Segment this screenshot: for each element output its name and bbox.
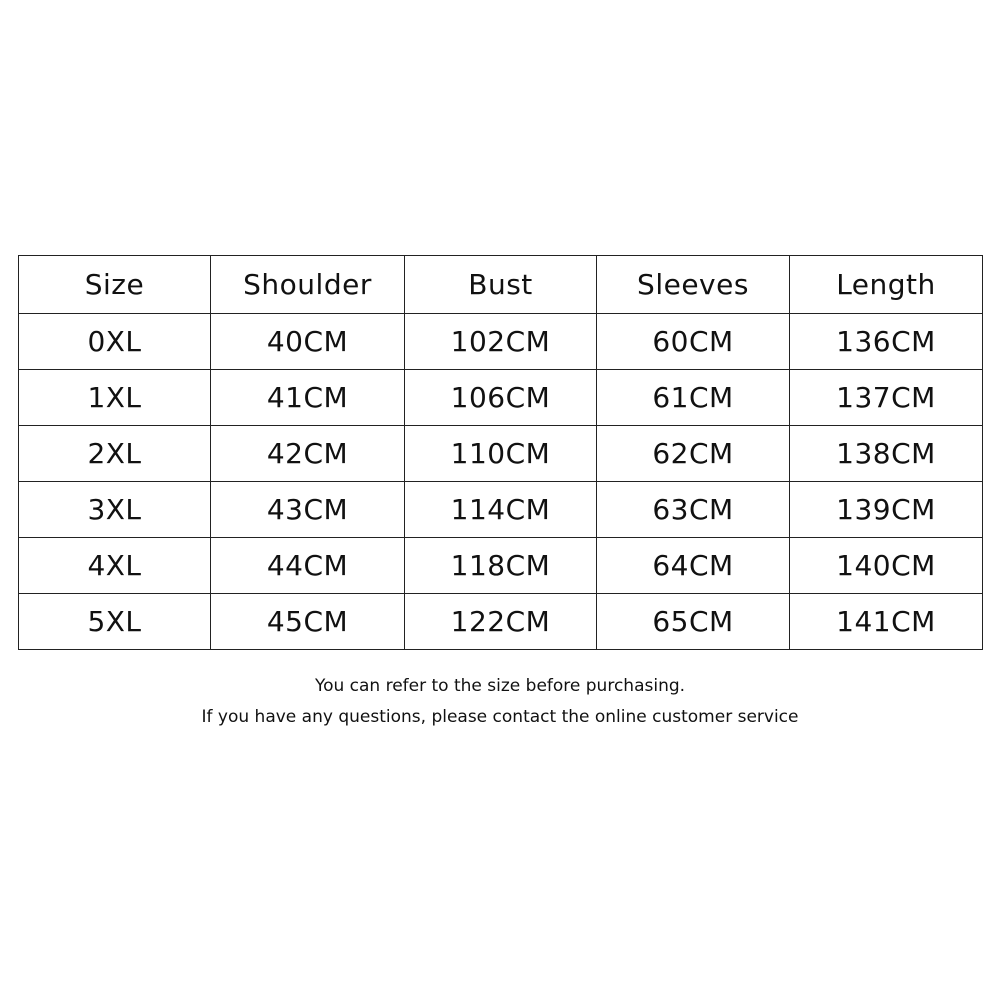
header-size: Size: [19, 256, 211, 314]
cell-length: 140CM: [790, 538, 983, 594]
cell-length: 136CM: [790, 314, 983, 370]
cell-size: 2XL: [19, 426, 211, 482]
cell-length: 141CM: [790, 594, 983, 650]
cell-sleeves: 64CM: [597, 538, 790, 594]
table-row: [19, 482, 983, 538]
cell-shoulder: 41CM: [211, 370, 405, 426]
cell-size: 0XL: [19, 314, 211, 370]
cell-size: 5XL: [19, 594, 211, 650]
cell-length: 137CM: [790, 370, 983, 426]
table-row: [19, 314, 983, 370]
cell-bust: 122CM: [405, 594, 597, 650]
cell-length: 138CM: [790, 426, 983, 482]
size-reference-note: You can refer to the size before purchasing.: [314, 676, 686, 696]
cell-shoulder: 43CM: [211, 482, 405, 538]
cell-bust: 114CM: [405, 482, 597, 538]
cell-bust: 118CM: [405, 538, 597, 594]
header-length: Length: [790, 256, 983, 314]
cell-bust: 102CM: [405, 314, 597, 370]
table-row: [19, 538, 983, 594]
customer-service-note: If you have any questions, please contact the online customer service: [201, 707, 799, 727]
cell-shoulder: 42CM: [211, 426, 405, 482]
cell-sleeves: 65CM: [597, 594, 790, 650]
table-header-row: [19, 256, 983, 314]
header-bust: Bust: [405, 256, 597, 314]
cell-shoulder: 44CM: [211, 538, 405, 594]
cell-size: 4XL: [19, 538, 211, 594]
cell-bust: 110CM: [405, 426, 597, 482]
table-row: [19, 370, 983, 426]
header-sleeves: Sleeves: [597, 256, 790, 314]
header-shoulder: Shoulder: [211, 256, 405, 314]
table-row: [19, 594, 983, 650]
cell-size: 3XL: [19, 482, 211, 538]
table-row: [19, 426, 983, 482]
cell-size: 1XL: [19, 370, 211, 426]
cell-shoulder: 40CM: [211, 314, 405, 370]
cell-sleeves: 61CM: [597, 370, 790, 426]
size-chart-table: [18, 255, 983, 650]
cell-bust: 106CM: [405, 370, 597, 426]
cell-length: 139CM: [790, 482, 983, 538]
cell-sleeves: 62CM: [597, 426, 790, 482]
cell-shoulder: 45CM: [211, 594, 405, 650]
cell-sleeves: 63CM: [597, 482, 790, 538]
cell-sleeves: 60CM: [597, 314, 790, 370]
